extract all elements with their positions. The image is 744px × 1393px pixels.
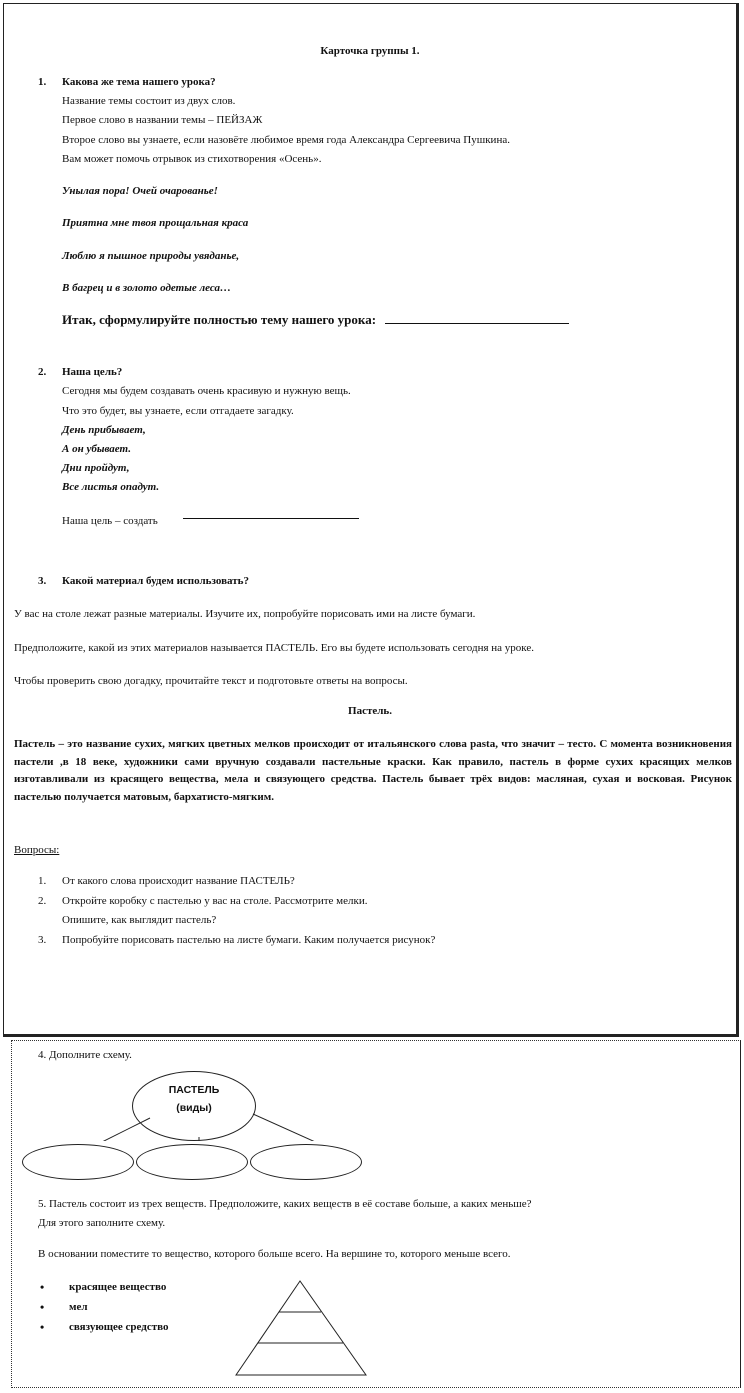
card-title: Карточка группы 1. [320,45,420,57]
q5-line: 5. Пастель состоит из трех веществ. Предположите, каких веществ в её составе больше, а каких меньше? [38,1198,532,1210]
riddle-line: Дни пройдут, [62,462,130,474]
question-number: 3. [38,934,47,946]
scheme-type-ellipse-3[interactable] [250,1144,362,1180]
q2-heading: Наша цель? [62,366,123,378]
pyramid-scheme [232,1279,372,1379]
q2-line: Сегодня мы будем создавать очень красивую и нужную вещь. [62,385,351,397]
scheme-type-ellipse-2[interactable] [136,1144,248,1180]
scheme-connectors [12,1041,740,1141]
pastel-text: Пастель – это название сухих, мягких цветных мелков происходит от итальянского слова pasta, что значит – тесто. С момента возникновения пастели ,в 18 веке, художники сами вручную создавали пастельные краски. Как правило, пастель в форме сухих красящих мелков изготавливали из красящего вещества, мела и связующего средства. Пастель бывает трёх видов: масляная, сухая и восковая. Рисунок пастелью получается матовым, бархатисто-мягким. [14,738,732,803]
riddle-line: А он убывает. [62,443,131,455]
q1-line: Название темы состоит из двух слов. [62,95,236,107]
instruction-text: В основании поместите то вещество, которого больше всего. На вершине то, которого меньше всего. [38,1248,511,1260]
goal-answer-blank[interactable] [183,518,359,519]
q3-heading: Какой материал будем использовать? [62,575,249,587]
scheme-root-label: ПАСТЕЛЬ [168,1084,220,1096]
bullet-item: • мел [69,1300,88,1315]
riddle-line: День прибывает, [62,424,146,436]
scheme-type-ellipse-1[interactable] [22,1144,134,1180]
poem-line: Унылая пора! Очей очарованье! [62,185,218,197]
riddle-line: Все листья опадут. [62,481,160,493]
poem-line: Люблю я пышное природы увяданье, [62,250,240,262]
q2-number: 2. [38,366,47,378]
question-line: Опишите, как выглядит пастель? [62,914,217,926]
q4-text: 4. Дополните схему. [38,1049,132,1061]
q5-line: Для этого заполните схему. [38,1217,166,1229]
bullet-item: • связующее средство [69,1320,168,1335]
q1-line: Вам может помочь отрывок из стихотворения «Осень». [62,153,322,165]
q1-line: Первое слово в названии темы – ПЕЙЗАЖ [62,114,263,126]
poem-line: В багрец и в золото одетые леса… [62,282,231,294]
scheme-root-sublabel: (виды) [176,1102,212,1114]
poem-line: Приятна мне твоя прощальная краса [62,217,249,229]
question-number: 1. [38,875,47,887]
formulate-prompt [62,312,569,327]
questions-label: Вопросы: [14,844,60,856]
text-title: Пастель. [348,705,392,717]
q3-paragraph: Предположите, какой из этих материалов называется ПАСТЕЛЬ. Его вы будете использовать сегодня на уроке. [14,642,535,654]
q1-line: Второе слово вы узнаете, если назовёте любимое время года Александра Сергеевича Пушкина. [62,134,510,146]
theme-answer-blank[interactable] [385,323,569,324]
q2-line: Что это будет, вы узнаете, если отгадаете загадку. [62,405,294,417]
q3-paragraph: Чтобы проверить свою догадку, прочитайте текст и подготовьте ответы на вопросы. [14,675,408,687]
question-line: Попробуйте порисовать пастелью на листе бумаги. Каким получается рисунок? [62,934,436,946]
question-line: От какого слова происходит название ПАСТЕЛЬ? [62,875,295,887]
card-continuation [11,1040,741,1388]
card-group-1 [3,3,739,1037]
pyramid-outline [236,1281,366,1375]
q1-number: 1. [38,76,47,88]
q3-paragraph: У вас на столе лежат разные материалы. Изучите их, попробуйте порисовать ими на листе бумаги. [14,608,476,620]
goal-text: Наша цель – создать [62,515,158,527]
q3-number: 3. [38,575,47,587]
connector-line-right [253,1114,322,1141]
bullet-item: • красящее вещество [69,1280,166,1295]
question-line: Откройте коробку с пастелью у вас на столе. Рассмотрите мелки. [62,895,368,907]
formulate-text: Итак, сформулируйте полностью тему нашего урока: [62,312,377,327]
q1-heading: Какова же тема нашего урока? [62,76,216,88]
goal-prompt [62,514,359,529]
question-number: 2. [38,895,47,907]
